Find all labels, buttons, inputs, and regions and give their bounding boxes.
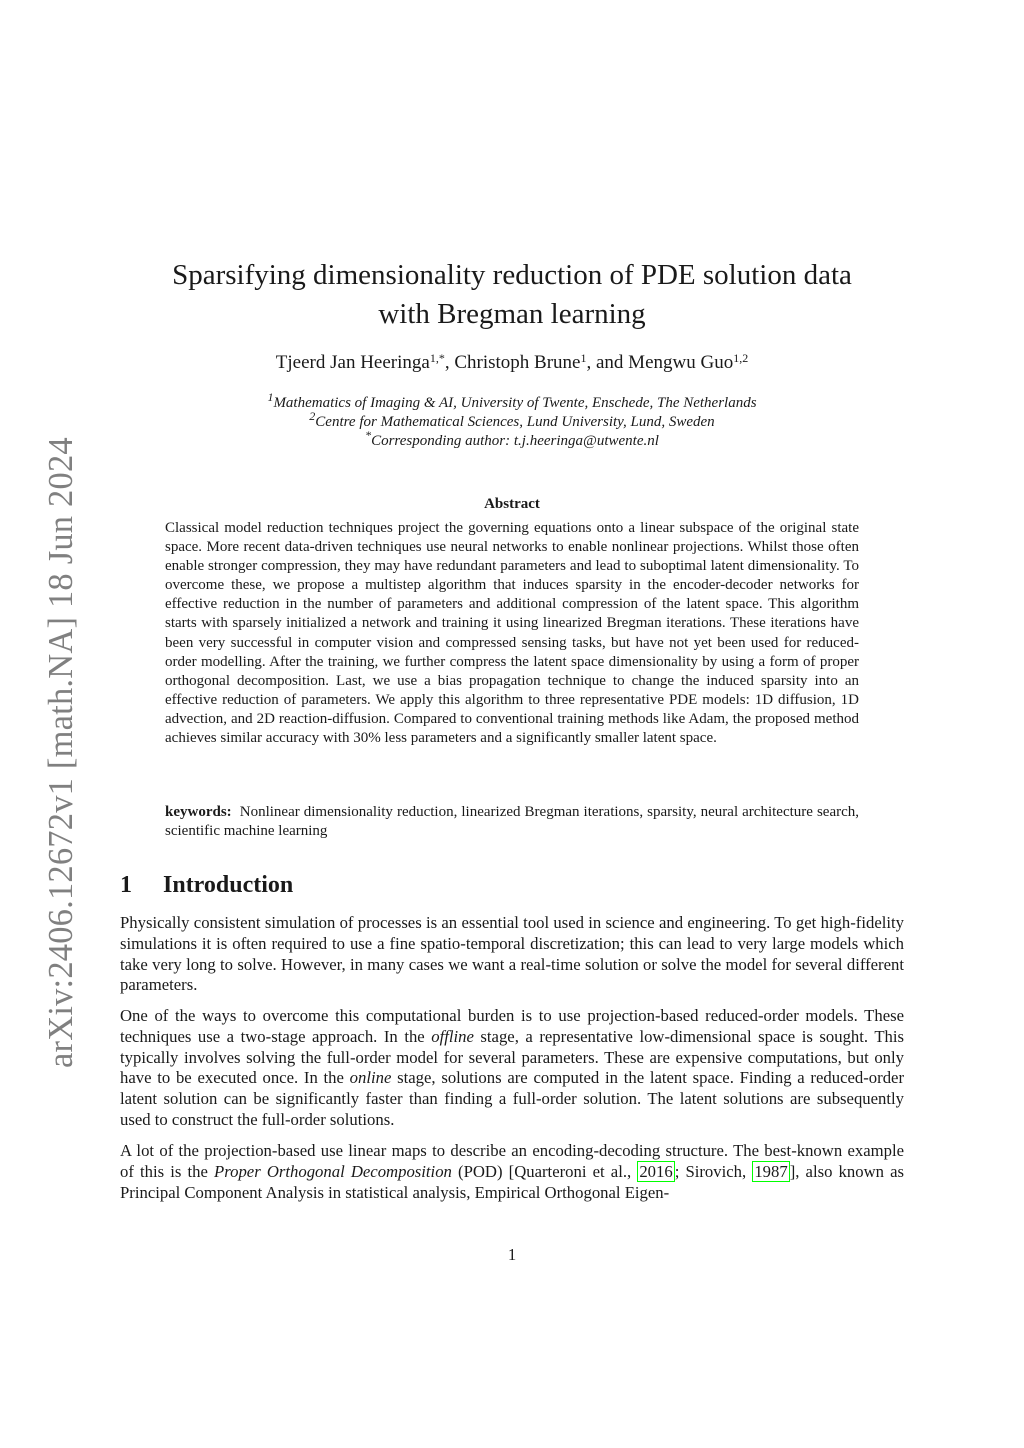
author-name: Christoph Brune <box>454 352 581 373</box>
citation-link[interactable]: 1987 <box>754 1161 788 1181</box>
text-run: (POD) [Quarteroni et al., <box>451 1161 638 1181</box>
arxiv-identifier-stamp: arXiv:2406.12672v1 [math.NA] 18 Jun 2024 <box>42 437 80 1068</box>
affiliation-mark: 1 <box>267 390 274 404</box>
abstract-body: Classical model reduction techniques project the governing equations onto a linear subspace of the original state space. More recent data-driven techniques use neural networks to enable nonlinear projections. Whilst those often enable stronger compression, they may have redundant parameters and lead to suboptimal latent dimensionality. To overcome these, we propose a multistep algorithm that induces sparsity in the encoder-decoder networks for effective reduction in the number of parameters and additional compression of the latent space. This algorithm starts with sparsely initialized a network and training it using linearized Bregman iterations. These iterations have been very successful in computer vision and compressed sensing tasks, but have not yet been used for reduced-order modelling. After the training, we further compress the latent space dimensionality by using a form of proper orthogonal decomposition. Last, we use a bias propagation technique to change the induced sparsity into an effective reduction of parameters. We apply this algorithm to three representative PDE models: 1D diffusion, 1D advection, and 2D reaction-diffusion. Compared to conventional training methods like Adam, the proposed method achieves similar accuracy with 30% less parameters and a significantly smaller latent space. <box>165 520 859 747</box>
author-affiliation-mark: 1 <box>580 351 587 365</box>
section-title: Introduction <box>163 872 294 898</box>
body-paragraph <box>120 1141 904 1203</box>
author-separator: , <box>444 352 455 373</box>
affiliation-mark: 2 <box>309 409 316 423</box>
keywords <box>165 803 859 841</box>
affiliation <box>120 428 904 451</box>
text-run: A lot of the projection-based use linear maps to describe an encoding-decoding structure. The best-known example of this is the <box>120 1141 904 1181</box>
section-heading <box>120 870 293 900</box>
text-run: ; Sirovich, <box>674 1161 753 1181</box>
paper-title <box>120 256 904 334</box>
author-affiliation-mark: 1,* <box>429 351 445 365</box>
author-name: Tjeerd Jan Heeringa <box>275 352 430 373</box>
affiliation <box>120 390 904 413</box>
emphasis: offline <box>431 1026 474 1046</box>
text-run: One of the ways to overcome this computational burden is to use projection-based reduced-order models. These techniques use a two-stage approach. In the <box>120 1006 904 1046</box>
title-line-2: with Bregman learning <box>378 298 646 330</box>
affiliation-mark: * <box>365 428 372 442</box>
text-run: ], also known as Principal Component Analysis in statistical analysis, Empirical Orthogonal Eigen- <box>120 1161 905 1202</box>
page-number: 1 <box>507 1245 517 1264</box>
author-list <box>120 350 904 376</box>
body-paragraph <box>120 1006 904 1131</box>
affiliation-text: Centre for Mathematical Sciences, Lund University, Lund, Sweden <box>315 414 715 430</box>
author-separator: , and <box>586 352 629 373</box>
citation-link[interactable]: 2016 <box>639 1161 673 1181</box>
abstract-heading: Abstract <box>484 496 540 512</box>
affiliation-text: Corresponding author: t.j.heeringa@utwente.nl <box>371 433 659 449</box>
keywords-label: keywords: <box>165 804 232 820</box>
affiliation-list <box>120 390 904 451</box>
keywords-text: Nonlinear dimensionality reduction, linearized Bregman iterations, sparsity, neural architecture search, scientific machine learning <box>165 804 860 840</box>
section-number: 1 <box>120 872 132 898</box>
emphasis: Proper Orthogonal Decomposition <box>214 1161 452 1181</box>
title-line-1: Sparsifying dimensionality reduction of PDE solution data <box>172 259 852 291</box>
author-affiliation-mark: 1,2 <box>733 351 749 365</box>
affiliation-text: Mathematics of Imaging & AI, University of Twente, Enschede, The Netherlands <box>273 395 757 411</box>
author-name: Mengwu Guo <box>628 352 734 373</box>
text-run: stage, a representative low-dimensional space is sought. This typically involves solving the full-order model for several parameters. These are expensive computations, but only have to be executed once. In the <box>120 1026 904 1088</box>
text-run: stage, solutions are computed in the latent space. Finding a reduced-order latent solution can be significantly faster than finding a full-order solution. The latent solutions are subsequently used to construct the full-order solutions. <box>120 1068 904 1129</box>
body-paragraph: Physically consistent simulation of processes is an essential tool used in science and engineering. To get high-fidelity simulations it is often required to use a fine spatio-temporal discretization; this can lead to very large models which take very long to solve. However, in many cases we want a real-time solution or solve the model for several different parameters. <box>120 913 904 995</box>
affiliation <box>120 409 904 432</box>
emphasis: online <box>349 1068 392 1088</box>
